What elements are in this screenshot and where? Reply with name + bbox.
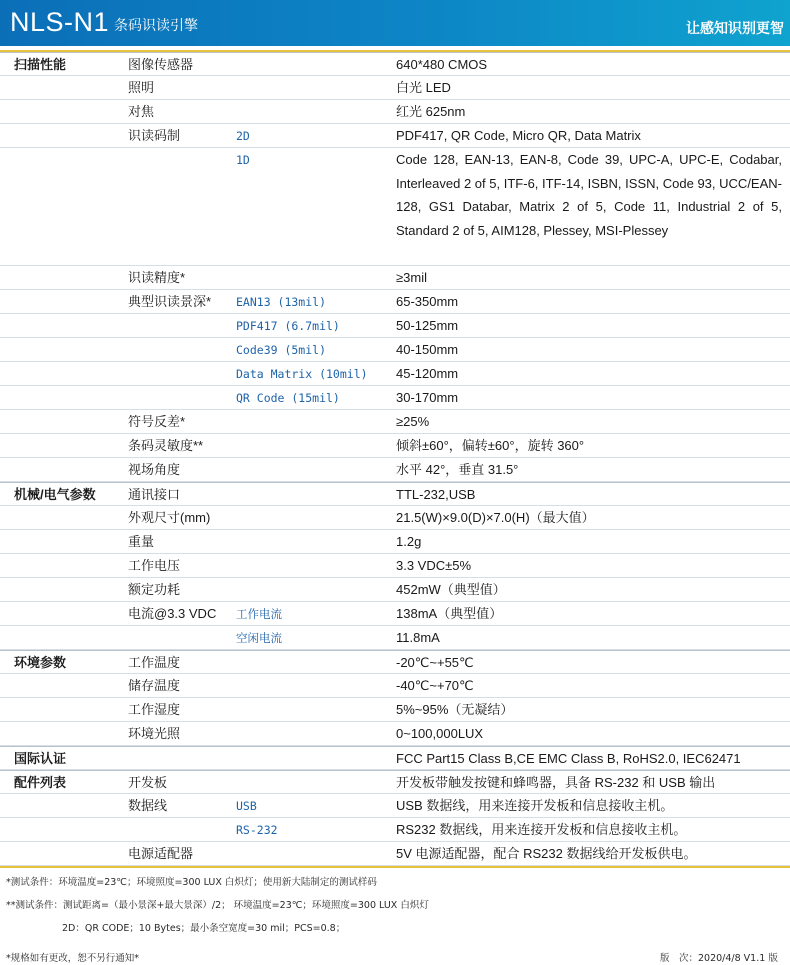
sub-param-label: Code39 (5mil)	[236, 343, 327, 357]
spec-row	[0, 290, 790, 314]
param-value: 65-350mm	[396, 294, 459, 309]
param-value: 5%~95%（无凝结）	[396, 702, 514, 717]
spec-row	[0, 410, 790, 434]
param-value: 白光 LED	[396, 80, 451, 95]
test-note-1: *测试条件：环境温度=23℃；环境照度=300 LUX 白炽灯；使用新大陆制定的测试样码	[6, 877, 377, 888]
param-label: 对焦	[128, 104, 155, 119]
spec-row	[0, 100, 790, 124]
sub-param-label: RS-232	[236, 823, 278, 837]
param-value: ≥3mil	[396, 270, 427, 285]
param-value: TTL-232,USB	[396, 487, 476, 502]
param-label: 符号反差*	[128, 414, 186, 429]
spec-row	[0, 770, 790, 794]
sub-param-label: Data Matrix (10mil)	[236, 367, 368, 381]
page-header	[0, 0, 790, 46]
param-value: RS232 数据线，用来连接开发板和信息接收主机。	[396, 822, 687, 837]
spec-table	[0, 52, 790, 866]
spec-row	[0, 818, 790, 842]
spec-row	[0, 674, 790, 698]
sub-param-label: PDF417 (6.7mil)	[236, 319, 340, 333]
version-info: 版 次：2020/4/8 V1.1 版	[660, 953, 778, 964]
spec-row	[0, 76, 790, 100]
spec-row	[0, 266, 790, 290]
section-label: 机械/电气参数	[14, 487, 96, 502]
sub-param-label: 工作电流	[236, 607, 282, 621]
param-label: 数据线	[128, 798, 168, 813]
spec-row	[0, 482, 790, 506]
spec-row	[0, 362, 790, 386]
param-value: 50-125mm	[396, 318, 459, 333]
param-label: 额定功耗	[128, 582, 181, 597]
spec-row	[0, 386, 790, 410]
spec-row	[0, 842, 790, 866]
product-model: NLS-N1	[10, 7, 110, 37]
sub-param-label: 2D	[236, 129, 250, 143]
sub-param-label: 空闲电流	[236, 631, 282, 645]
spec-row	[0, 650, 790, 674]
spec-row	[0, 314, 790, 338]
brand-slogan: 让感知识别更智	[686, 20, 784, 36]
disclaimer: *规格如有更改，恕不另行通知*	[6, 953, 140, 964]
section-label: 环境参数	[14, 655, 67, 670]
param-value: -20℃~+55℃	[396, 655, 474, 670]
param-label: 开发板	[128, 775, 168, 790]
param-label: 工作电压	[128, 558, 181, 573]
spec-row	[0, 578, 790, 602]
spec-row	[0, 722, 790, 746]
param-label: 重量	[128, 534, 155, 549]
param-label: 识读精度*	[128, 270, 186, 285]
sub-param-label: 1D	[236, 153, 250, 167]
param-value: ≥25%	[396, 414, 430, 429]
spec-row	[0, 434, 790, 458]
product-subtitle: 条码识读引擎	[114, 17, 198, 33]
spec-row	[0, 794, 790, 818]
param-value: -40℃~+70℃	[396, 678, 474, 693]
param-label: 通讯接口	[128, 487, 181, 502]
param-label: 条码灵敏度**	[128, 438, 204, 453]
param-value: USB 数据线，用来连接开发板和信息接收主机。	[396, 798, 674, 813]
param-value: 45-120mm	[396, 366, 459, 381]
spec-row	[0, 746, 790, 770]
bottom-divider	[0, 866, 790, 868]
param-label: 图像传感器	[128, 57, 194, 72]
param-label: 储存温度	[128, 678, 181, 693]
param-value: 开发板带触发按键和蜂鸣器，具备 RS-232 和 USB 输出	[396, 775, 716, 790]
spec-row	[0, 124, 790, 148]
spec-row	[0, 458, 790, 482]
param-label: 环境光照	[128, 726, 181, 741]
param-label: 视场角度	[128, 462, 181, 477]
param-label: 识读码制	[128, 128, 181, 143]
param-value: 0~100,000LUX	[396, 726, 484, 741]
param-value: FCC Part15 Class B,CE EMC Class B, RoHS2.0, IEC62471	[396, 751, 741, 766]
param-label: 外观尺寸(mm)	[128, 510, 211, 525]
param-value: 11.8mA	[396, 630, 440, 645]
sub-param-label: EAN13 (13mil)	[236, 295, 327, 309]
param-label: 照明	[128, 80, 155, 95]
param-label: 电源适配器	[128, 846, 194, 861]
spec-row	[0, 554, 790, 578]
spec-row	[0, 52, 790, 76]
param-value: 138mA（典型值）	[396, 606, 503, 621]
param-label: 工作温度	[128, 655, 181, 670]
param-value: 452mW（典型值）	[396, 582, 506, 597]
param-label: 工作湿度	[128, 702, 181, 717]
test-note-3: 2D：QR CODE；10 Bytes；最小条空宽度=30 mil；PCS=0.8；	[62, 923, 346, 934]
param-value: 21.5(W)×9.0(D)×7.0(H)（最大值）	[396, 510, 595, 525]
test-note-2: **测试条件：测试距离=（最小景深+最大景深）/2； 环境温度=23℃；环境照度=300 LUX 白炽灯	[6, 900, 429, 911]
spec-row	[0, 338, 790, 362]
sub-param-label: USB	[236, 799, 257, 813]
section-label: 扫描性能	[14, 57, 67, 72]
param-value: 30-170mm	[396, 390, 459, 405]
param-value: 3.3 VDC±5%	[396, 558, 472, 573]
section-label: 国际认证	[14, 751, 67, 766]
param-value: 40-150mm	[396, 342, 459, 357]
param-value: 红光 625nm	[396, 104, 466, 119]
section-label: 配件列表	[14, 775, 67, 790]
param-label: 电流@3.3 VDC	[128, 606, 217, 621]
spec-row	[0, 626, 790, 650]
spec-row	[0, 506, 790, 530]
param-value: Code 128, EAN-13, EAN-8, Code 39, UPC-A, UPC-E, Codabar, Interleaved 2 of 5, ITF-6, ITF-14, ISBN, ISSN, Code 93, UCC/EAN-128, GS1 Databar, Matrix 2 of 5, Code 11, Industrial 2 of 5, Standard 2 of 5, AIM128, Plessey, MSI-Plessey	[396, 152, 782, 238]
spec-row	[0, 602, 790, 626]
param-value: 倾斜±60°，偏转±60°，旋转 360°	[396, 438, 585, 453]
param-value: PDF417, QR Code, Micro QR, Data Matrix	[396, 128, 641, 143]
param-value: 640*480 CMOS	[396, 57, 488, 72]
param-value: 1.2g	[396, 534, 422, 549]
spec-row	[0, 530, 790, 554]
spec-row	[0, 698, 790, 722]
param-value: 水平 42°，垂直 31.5°	[396, 462, 519, 477]
param-value: 5V 电源适配器，配合 RS232 数据线给开发板供电。	[396, 846, 697, 861]
param-label: 典型识读景深*	[128, 294, 212, 309]
sub-param-label: QR Code (15mil)	[236, 391, 340, 405]
spec-row	[0, 148, 790, 266]
